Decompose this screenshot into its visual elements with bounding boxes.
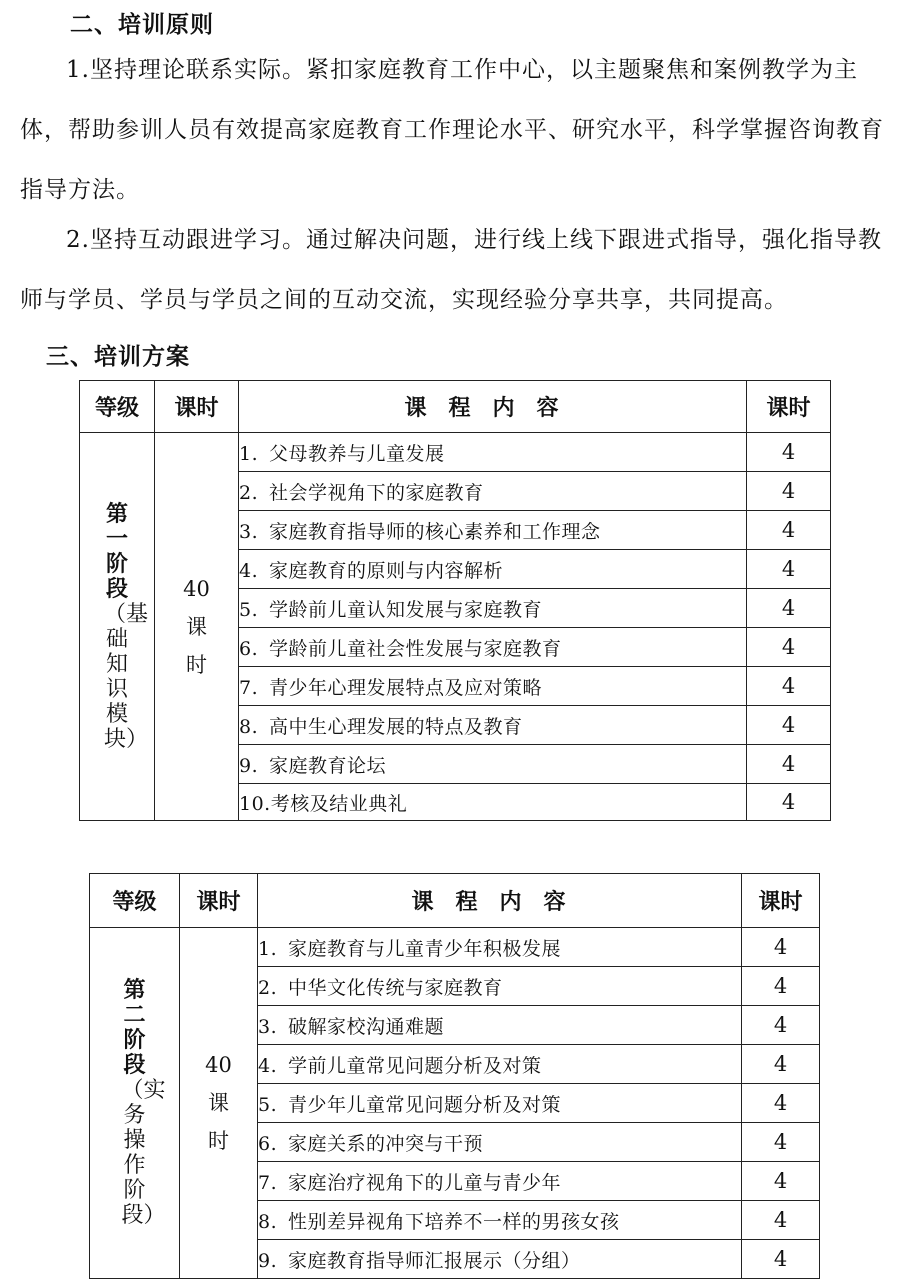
course-hours: 4 xyxy=(747,784,831,821)
stage-subtitle: （基础知识模块） xyxy=(104,601,149,752)
course-table-stage-2 xyxy=(89,873,820,1279)
course-title: 家庭教育指导师的核心素养和工作理念 xyxy=(269,520,601,543)
course-hours: 4 xyxy=(742,1045,820,1084)
header-content: 课程内容 xyxy=(258,874,742,928)
course-title: 学龄前儿童认知发展与家庭教育 xyxy=(269,598,543,621)
course-title: 考核及结业典礼 xyxy=(270,792,408,815)
course-title: 高中生心理发展的特点及教育 xyxy=(269,715,523,738)
course-title-cell: 2. 中华文化传统与家庭教育 xyxy=(258,967,742,1006)
stage-title: 第二阶段 xyxy=(123,978,146,1078)
table-row xyxy=(90,928,820,967)
course-hours: 4 xyxy=(742,1006,820,1045)
course-hours: 4 xyxy=(742,1201,820,1240)
course-title-cell: 8. 高中生心理发展的特点及教育 xyxy=(239,706,747,745)
course-title-cell: 3. 破解家校沟通难题 xyxy=(258,1006,742,1045)
section-heading-plan: 三、培训方案 xyxy=(46,344,190,370)
course-title: 青少年心理发展特点及应对策略 xyxy=(269,676,543,699)
course-title-cell: 6. 家庭关系的冲突与干预 xyxy=(258,1123,742,1162)
table-header-row xyxy=(90,874,820,928)
course-title: 家庭治疗视角下的儿童与青少年 xyxy=(288,1171,562,1194)
course-title-cell: 7. 家庭治疗视角下的儿童与青少年 xyxy=(258,1162,742,1201)
section-heading-principles: 二、培训原则 xyxy=(70,12,214,38)
course-hours: 4 xyxy=(747,667,831,706)
course-hours: 4 xyxy=(742,1123,820,1162)
course-title: 家庭教育论坛 xyxy=(269,754,387,777)
course-title-cell: 3. 家庭教育指导师的核心素养和工作理念 xyxy=(239,511,747,550)
course-hours: 4 xyxy=(747,433,831,472)
course-title: 学龄前儿童社会性发展与家庭教育 xyxy=(269,637,562,660)
header-content: 课程内容 xyxy=(239,381,747,433)
course-hours: 4 xyxy=(742,1084,820,1123)
course-hours: 4 xyxy=(747,550,831,589)
course-hours: 4 xyxy=(747,745,831,784)
course-hours: 4 xyxy=(747,511,831,550)
course-title: 青少年儿童常见问题分析及对策 xyxy=(288,1093,562,1116)
header-period: 课时 xyxy=(180,874,258,928)
table-row xyxy=(80,433,831,472)
course-title-cell: 1. 家庭教育与儿童青少年积极发展 xyxy=(258,928,742,967)
course-title: 家庭关系的冲突与干预 xyxy=(288,1132,484,1155)
course-title-cell: 4. 家庭教育的原则与内容解析 xyxy=(239,550,747,589)
header-level: 等级 xyxy=(80,381,155,433)
stage-period-cell xyxy=(155,433,239,821)
course-hours: 4 xyxy=(742,928,820,967)
stage-level-cell xyxy=(80,433,155,821)
course-title: 破解家校沟通难题 xyxy=(288,1015,445,1038)
course-hours: 4 xyxy=(747,706,831,745)
course-hours: 4 xyxy=(747,472,831,511)
stage-subtitle: （实务操作阶段） xyxy=(121,1078,166,1228)
course-hours: 4 xyxy=(747,589,831,628)
principle-text: 1.坚持理论联系实际。紧扣家庭教育工作中心，以主题聚焦和案例教学为主体，帮助参训人员有效提高家庭教育工作理论水平、研究水平，科学掌握咨询教育指导方法。 xyxy=(20,57,884,203)
header-period: 课时 xyxy=(155,381,239,433)
course-title: 家庭教育的原则与内容解析 xyxy=(269,559,504,582)
course-hours: 4 xyxy=(747,628,831,667)
principle-paragraph-1 xyxy=(20,40,892,220)
header-level: 等级 xyxy=(90,874,180,928)
course-title: 中华文化传统与家庭教育 xyxy=(288,976,503,999)
stage-period: 40课时 xyxy=(183,576,210,677)
course-title-cell: 8. 性别差异视角下培养不一样的男孩女孩 xyxy=(258,1201,742,1240)
header-hours: 课时 xyxy=(747,381,831,433)
course-title-cell: 9. 家庭教育论坛 xyxy=(239,745,747,784)
course-hours: 4 xyxy=(742,1162,820,1201)
course-title: 家庭教育指导师汇报展示（分组） xyxy=(288,1249,581,1272)
principle-text: 2.坚持互动跟进学习。通过解决问题，进行线上线下跟进式指导，强化指导教师与学员、学员与学员之间的互动交流，实现经验分享共享，共同提高。 xyxy=(20,227,882,313)
course-title-cell: 6. 学龄前儿童社会性发展与家庭教育 xyxy=(239,628,747,667)
course-title-cell: 9. 家庭教育指导师汇报展示（分组） xyxy=(258,1240,742,1279)
course-title: 家庭教育与儿童青少年积极发展 xyxy=(288,937,562,960)
course-title-cell: 10.考核及结业典礼 xyxy=(239,784,747,821)
principle-paragraph-2 xyxy=(20,210,892,330)
course-hours: 4 xyxy=(742,1240,820,1279)
course-title-cell: 7. 青少年心理发展特点及应对策略 xyxy=(239,667,747,706)
stage-period-cell xyxy=(180,928,258,1279)
course-title-cell: 4. 学前儿童常见问题分析及对策 xyxy=(258,1045,742,1084)
course-table-stage-1 xyxy=(79,380,831,821)
course-title: 学前儿童常见问题分析及对策 xyxy=(288,1054,542,1077)
table-header-row xyxy=(80,381,831,433)
stage-period: 40课时 xyxy=(205,1053,232,1153)
course-title: 社会学视角下的家庭教育 xyxy=(269,481,484,504)
course-title-cell: 2. 社会学视角下的家庭教育 xyxy=(239,472,747,511)
course-title: 性别差异视角下培养不一样的男孩女孩 xyxy=(288,1210,620,1233)
course-title-cell: 5. 青少年儿童常见问题分析及对策 xyxy=(258,1084,742,1123)
course-title: 父母教养与儿童发展 xyxy=(269,442,445,465)
course-title-cell: 1. 父母教养与儿童发展 xyxy=(239,433,747,472)
stage-level-cell xyxy=(90,928,180,1279)
header-hours: 课时 xyxy=(742,874,820,928)
course-title-cell: 5. 学龄前儿童认知发展与家庭教育 xyxy=(239,589,747,628)
stage-title: 第一阶段 xyxy=(105,501,128,602)
course-hours: 4 xyxy=(742,967,820,1006)
